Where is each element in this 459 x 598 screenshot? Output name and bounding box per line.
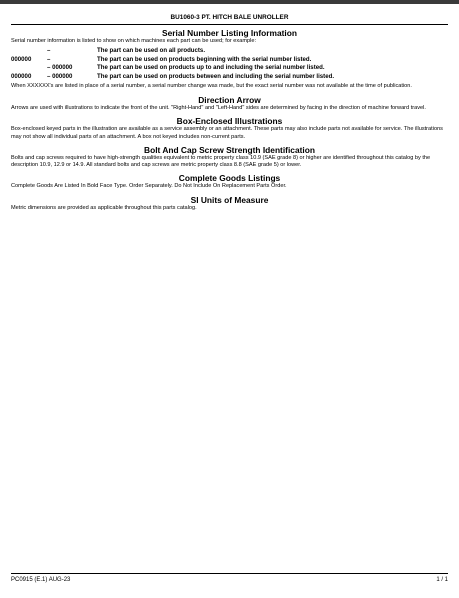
direction-heading: Direction Arrow bbox=[198, 94, 261, 105]
document-title: BU1060-3 PT. HITCH BALE UNROLLER bbox=[170, 14, 289, 21]
serial-row: – The part can be used on all products. bbox=[47, 47, 206, 55]
serial-examples bbox=[11, 47, 448, 81]
serial-note: When XXXXXX's are listed in place of a serial number, a serial number change was made, but the exact serial number was not available at the time of publication. bbox=[11, 82, 412, 89]
page-footer bbox=[11, 573, 448, 583]
serial-heading: Serial Number Listing Information bbox=[162, 28, 297, 38]
footer-page-number: 1 / 1 bbox=[436, 577, 448, 583]
bolt-heading: Bolt And Cap Screw Strength Identification bbox=[144, 144, 315, 155]
bolt-text: Bolts and cap screws required to have high-strength qualities equivalent to metric property class 10.9 (SAE grade 8) or higher are identified throughout this catalog by the description 10.9, 12.9 or 14.9. All standard bolts and cap screws are metric property class 8.8 (SAE grade 5) or lower. bbox=[11, 154, 431, 169]
title-rule bbox=[11, 24, 448, 25]
document-page bbox=[11, 4, 448, 212]
direction-text: Arrows are used with illustrations to indicate the front of the unit. "Right-Hand" and "Left-Hand" sides are determined by facing in the direction of machine forward travel. bbox=[11, 104, 426, 111]
serial-row: 000000 – 000000 The part can be used on products between and including the serial number listed. bbox=[11, 73, 335, 81]
box-text: Box-enclosed keyed parts in the illustration are available as a service assembly or an attachment. These parts may also include parts not available for service. The illustrations may not show all individual parts of an attachment. A box not keyed includes non-current parts. bbox=[11, 126, 443, 140]
footer-doc-code: PC0915 (E.1) AUG-23 bbox=[11, 577, 71, 583]
serial-row: – 000000 The part can be used on products up to and including the serial number listed. bbox=[47, 64, 325, 72]
complete-text: Complete Goods Are Listed In Bold Face Type. Order Separately. Do Not Include On Replacement Parts Order. bbox=[11, 183, 287, 190]
serial-intro: Serial number information is listed to show on which machines each part can be used; for example: bbox=[11, 38, 257, 44]
si-heading: SI Units of Measure bbox=[190, 194, 269, 205]
complete-heading: Complete Goods Listings bbox=[178, 173, 281, 184]
box-heading: Box-Enclosed Illustrations bbox=[176, 116, 283, 127]
si-text: Metric dimensions are provided as applicable throughout this parts catalog. bbox=[11, 204, 197, 211]
serial-row: 000000 – The part can be used on products beginning with the serial number listed. bbox=[11, 55, 312, 63]
